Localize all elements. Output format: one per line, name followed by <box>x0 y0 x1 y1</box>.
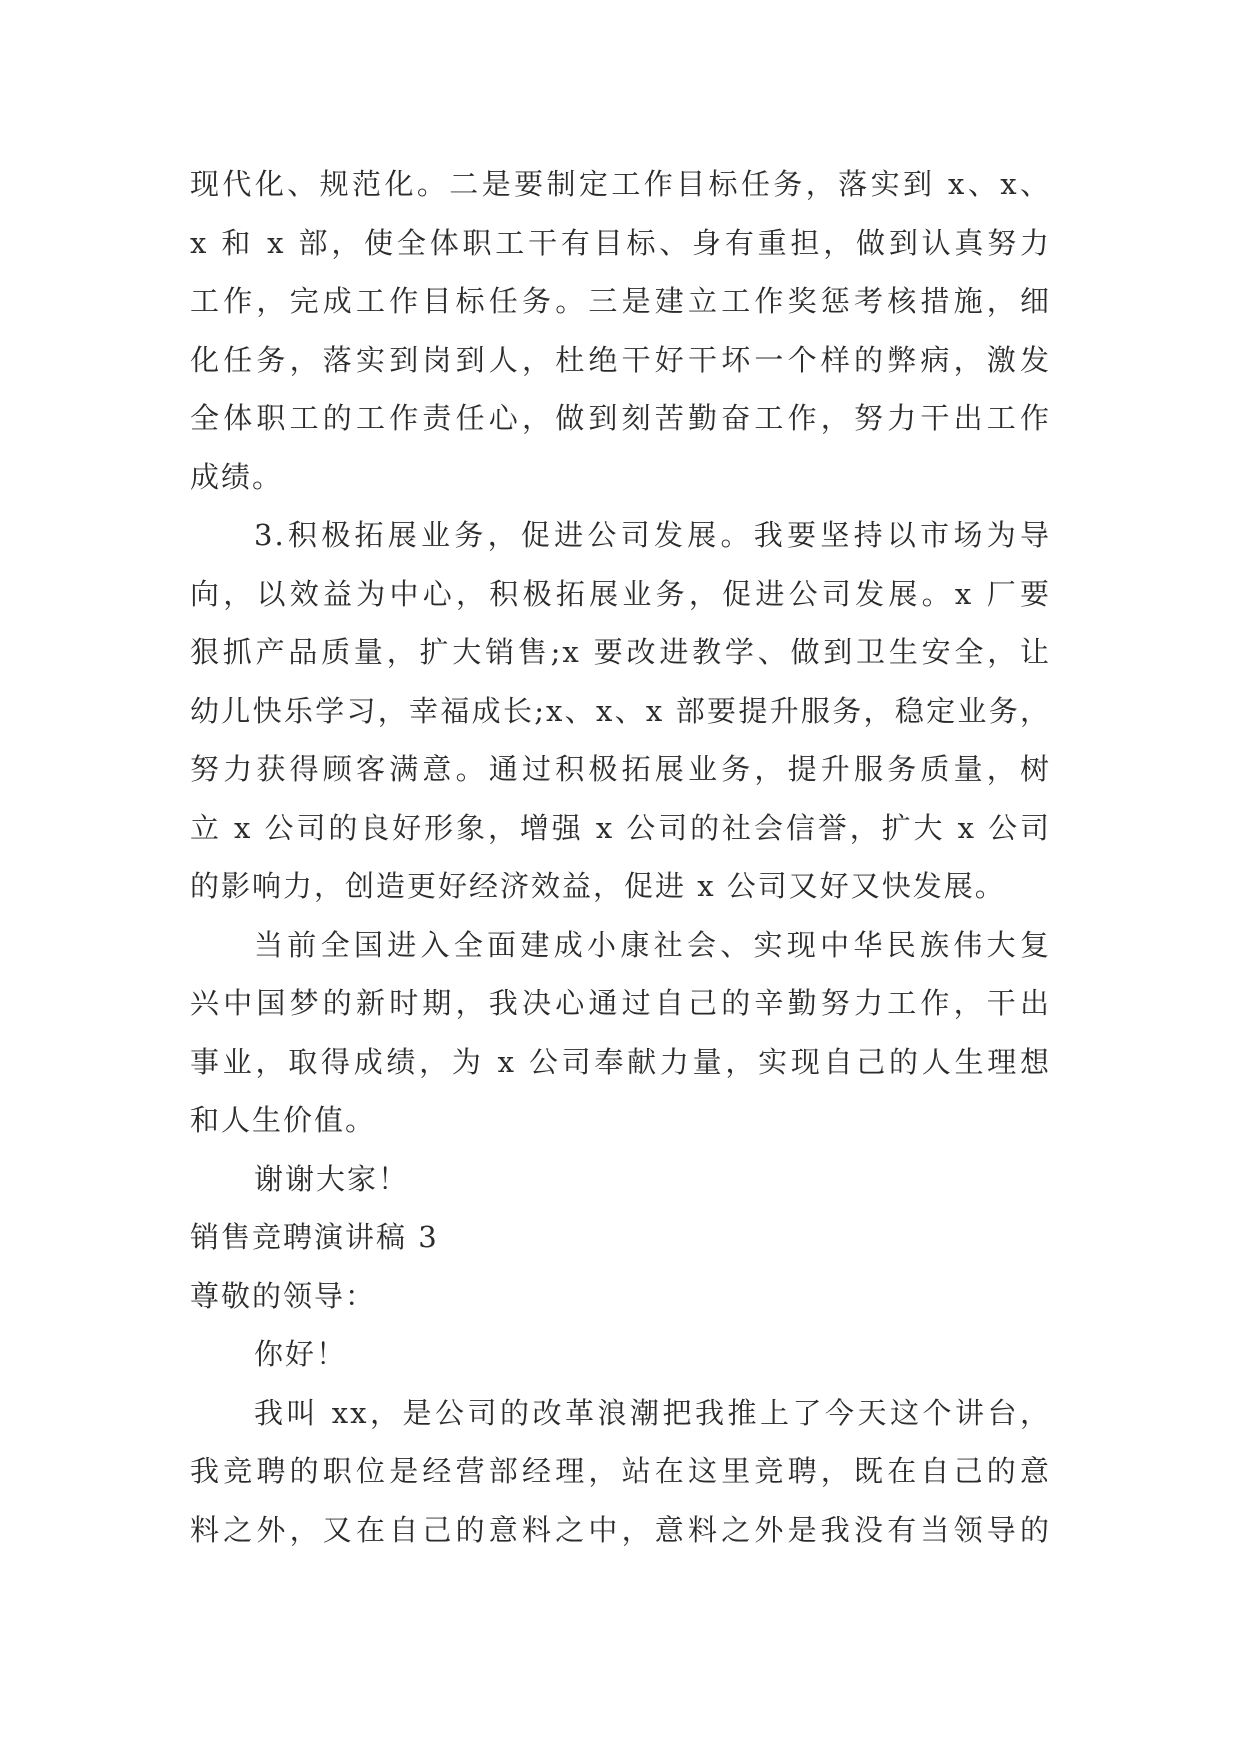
text-line: 成绩。 <box>190 459 284 494</box>
text-line: 3.积极拓展业务，促进公司发展。我要坚持以市场为导 <box>254 518 1051 552</box>
text-line: 事业，取得成绩，为 x 公司奉献力量，实现自己的人生理想 <box>190 1044 1051 1079</box>
text-line: 向，以效益为中心，积极拓展业务，促进公司发展。x 厂要 <box>190 576 1051 611</box>
text-line: 料之外，又在自己的意料之中，意料之外是我没有当领导的 <box>190 1512 1051 1547</box>
text-line: 工作，完成工作目标任务。三是建立工作奖惩考核措施，细 <box>190 284 1051 318</box>
text-line: 谢谢大家！ <box>254 1161 410 1196</box>
text-line: 我竞聘的职位是经营部经理，站在这里竞聘，既在自己的意 <box>190 1454 1051 1488</box>
text-line: 和人生价值。 <box>190 1103 377 1137</box>
intro-paragraph <box>190 1384 1051 1560</box>
text-line: 我叫 xx，是公司的改革浪潮把我推上了今天这个讲台， <box>254 1395 1051 1430</box>
text-line: x 和 x 部，使全体职工干有目标、身有重担，做到认真努力 <box>190 225 1051 260</box>
greeting: 你好！ <box>254 1337 348 1371</box>
body-paragraph <box>190 506 1051 916</box>
text-line: 当前全国进入全面建成小康社会、实现中华民族伟大复 <box>254 927 1051 962</box>
text-line: 幼儿快乐学习，幸福成长;x、x、x 部要提升服务，稳定业务， <box>190 693 1051 728</box>
text-line: 兴中国梦的新时期，我决心通过自己的辛勤努力工作，干出 <box>190 986 1051 1020</box>
text-line: 的影响力，创造更好经济效益，促进 x 公司又好又快发展。 <box>190 869 1006 903</box>
text-line: 立 x 公司的良好形象，增强 x 公司的社会信誉，扩大 x 公司 <box>190 810 1051 845</box>
text-line: 现代化、规范化。二是要制定工作目标任务，落实到 x、x、 <box>190 167 1051 201</box>
text-line: 努力获得顾客满意。通过积极拓展业务，提升服务质量，树 <box>190 752 1051 786</box>
text-line: 全体职工的工作责任心，做到刻苦勤奋工作，努力干出工作 <box>190 401 1051 435</box>
body-paragraph <box>190 916 1051 1150</box>
body-paragraph <box>190 155 1051 506</box>
salutation: 尊敬的领导： <box>190 1278 377 1313</box>
closing-paragraph <box>190 1150 1051 1209</box>
text-line: 化任务，落实到岗到人，杜绝干好干坏一个样的弊病，激发 <box>190 342 1051 377</box>
document-body <box>190 155 1051 1559</box>
section-heading: 销售竞聘演讲稿 3 <box>190 1220 439 1254</box>
text-line: 狠抓产品质量，扩大销售;x 要改进教学、做到卫生安全，让 <box>190 635 1051 669</box>
